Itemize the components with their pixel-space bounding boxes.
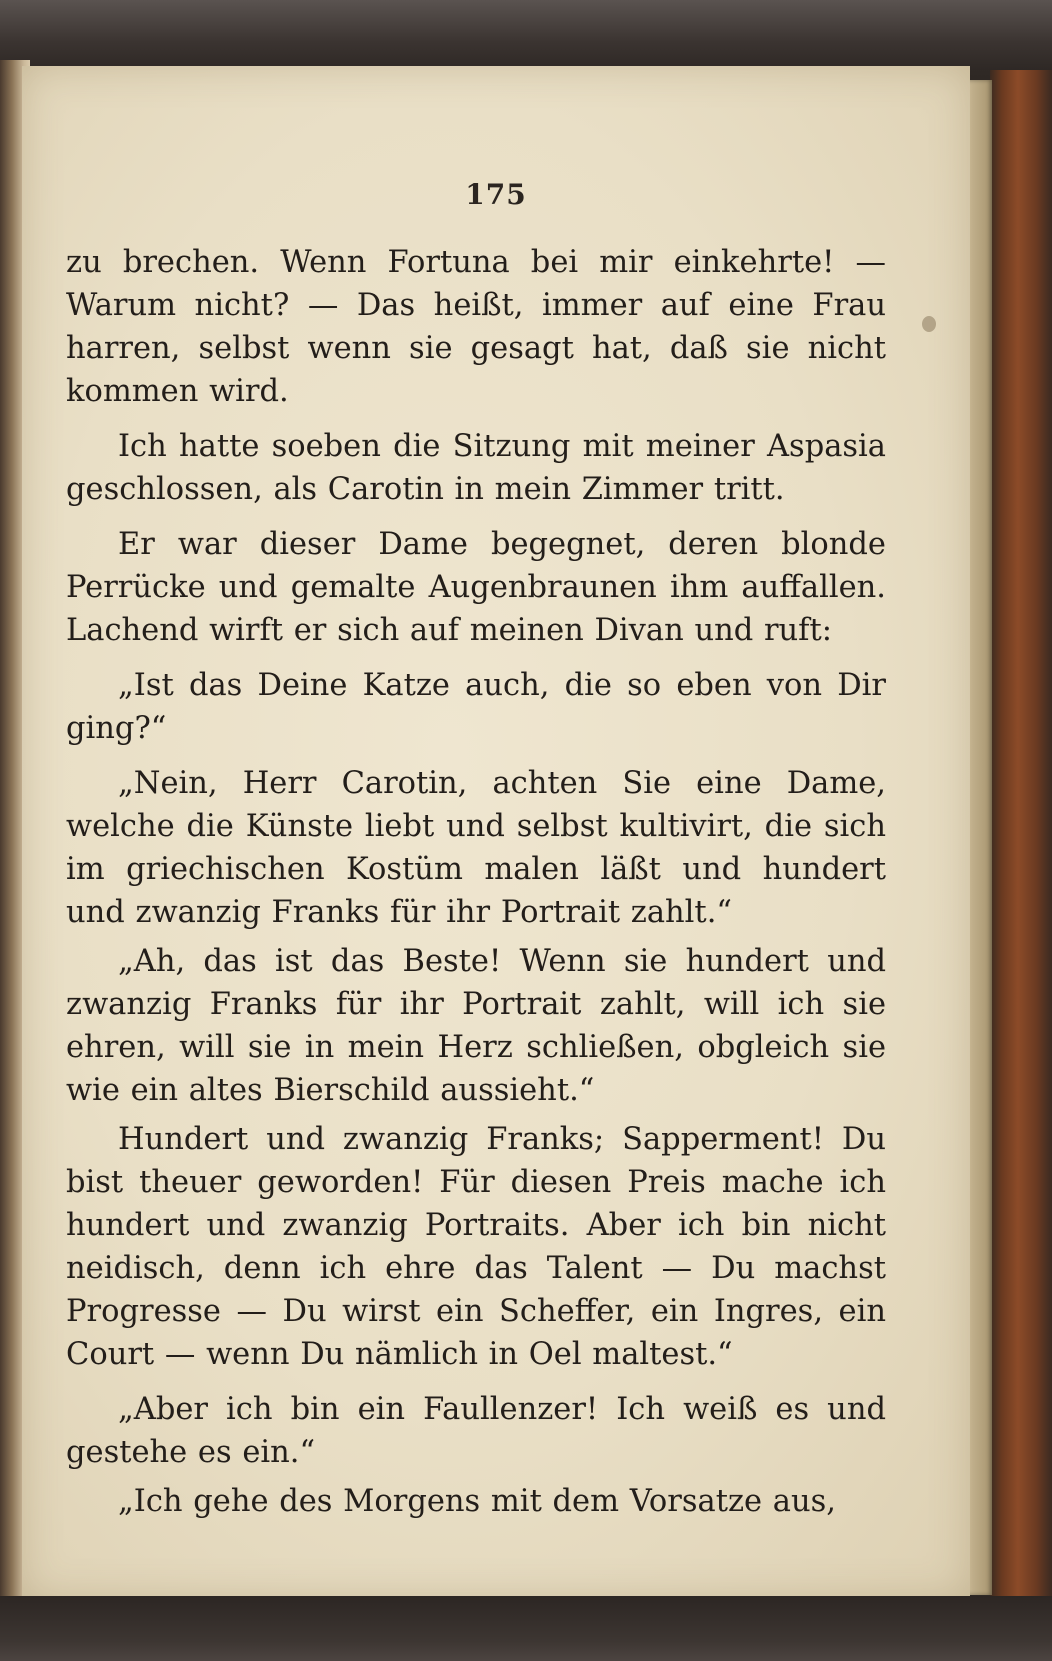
scan-background-bottom	[0, 1596, 1052, 1661]
page-text	[66, 241, 886, 1535]
scan-background-top	[0, 0, 1052, 70]
paragraph: Hundert und zwanzig Franks; Sapperment! Du bist theuer geworden! Für diesen Preis mache ich hundert und zwanzig Portraits. Aber ich bin nicht neidisch, denn ich ehre das Talent — Du machst Progresse — Du wirst ein Scheffer, ein Ingres, ein Court — wenn Du nämlich in Oel maltest.“	[66, 1122, 886, 1372]
book-cover-edge	[990, 70, 1052, 1600]
paragraph: „Ich gehe des Morgens mit dem Vorsatze aus,	[118, 1484, 836, 1519]
paragraph: „Nein, Herr Carotin, achten Sie eine Dame, welche die Künste liebt und selbst kultivirt, die sich im griechischen Kostüm malen läßt und hundert und zwanzig Franks für ihr Portrait zahlt.“	[66, 766, 886, 930]
paragraph: zu brechen. Wenn Fortuna bei mir einkehrte! — Warum nicht? — Das heißt, immer auf eine Frau harren, selbst wenn sie gesagt hat, daß sie nicht kommen wird.	[66, 245, 886, 409]
paper-stain	[922, 316, 936, 332]
paragraph: „Aber ich bin ein Faullenzer! Ich weiß es und gestehe es ein.“	[66, 1392, 886, 1470]
paragraph: „Ah, das ist das Beste! Wenn sie hundert und zwanzig Franks für ihr Portrait zahlt, will ich sie ehren, will sie in mein Herz schließen, obgleich sie wie ein altes Bierschild aussieht.“	[66, 944, 886, 1108]
paragraph: „Ist das Deine Katze auch, die so eben von Dir ging?“	[66, 668, 886, 746]
book-page	[22, 66, 970, 1600]
page-number: 175	[465, 178, 527, 211]
paragraph: Ich hatte soeben die Sitzung mit meiner Aspasia geschlossen, als Carotin in mein Zimmer tritt.	[66, 429, 886, 507]
paragraph: Er war dieser Dame begegnet, deren blonde Perrücke und gemalte Augenbraunen ihm auffallen. Lachend wirft er sich auf meinen Divan und ruft:	[66, 527, 886, 648]
